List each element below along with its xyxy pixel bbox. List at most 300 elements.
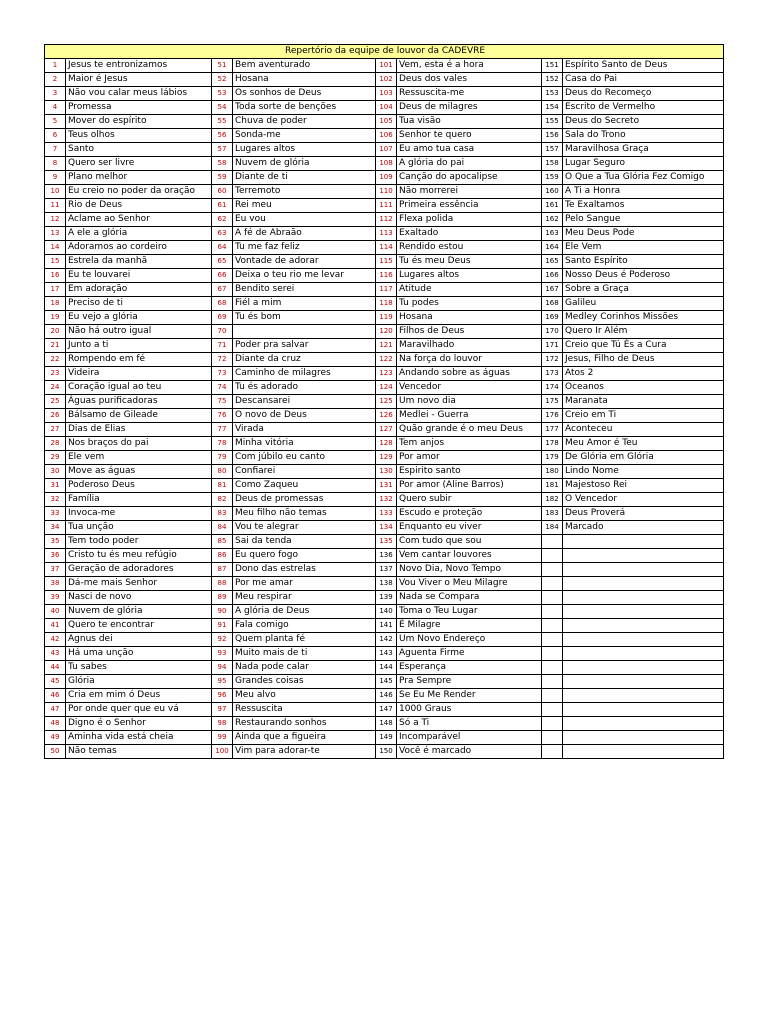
song-title: Poder pra salvar [233,339,376,353]
song-number: 15 [45,255,66,269]
song-number: 75 [212,395,233,409]
song-title [563,745,724,759]
song-title [563,647,724,661]
song-title: Tu és adorado [233,381,376,395]
song-number: 131 [376,479,397,493]
song-title: Primeira essência [397,199,542,213]
song-title: Família [66,493,212,507]
song-title: Oceanos [563,381,724,395]
song-number: 83 [212,507,233,521]
table-row [45,395,724,409]
table-row [45,129,724,143]
song-number: 132 [376,493,397,507]
song-title: Aclame ao Senhor [66,213,212,227]
song-number: 156 [542,129,563,143]
song-number: 163 [542,227,563,241]
song-title: Tua visão [397,115,542,129]
song-title: Medley Corinhos Missões [563,311,724,325]
song-number: 102 [376,73,397,87]
song-number [542,619,563,633]
song-number: 66 [212,269,233,283]
song-title: Hosana [397,311,542,325]
song-title: Vencedor [397,381,542,395]
song-number: 108 [376,157,397,171]
song-title: Majestoso Rei [563,479,724,493]
song-title: Um novo dia [397,395,542,409]
song-title: Bem aventurado [233,59,376,73]
song-title: Pra Sempre [397,675,542,689]
table-row [45,73,724,87]
song-number: 2 [45,73,66,87]
song-title: A glória de Deus [233,605,376,619]
song-number: 34 [45,521,66,535]
song-number: 12 [45,213,66,227]
table-row [45,745,724,759]
song-title: Lugares altos [397,269,542,283]
table-row [45,563,724,577]
table-row [45,269,724,283]
table-row [45,633,724,647]
table-row [45,479,724,493]
song-title: Creio em Ti [563,409,724,423]
song-number: 150 [376,745,397,759]
song-title: Sonda-me [233,129,376,143]
song-title [563,633,724,647]
song-number: 71 [212,339,233,353]
song-number: 18 [45,297,66,311]
song-number: 77 [212,423,233,437]
song-number: 90 [212,605,233,619]
song-title: Eu vejo a glória [66,311,212,325]
song-title: Rio de Deus [66,199,212,213]
song-title: Grandes coisas [233,675,376,689]
song-title: Deus dos vales [397,73,542,87]
song-number: 125 [376,395,397,409]
song-number: 20 [45,325,66,339]
song-title: Chuva de poder [233,115,376,129]
song-number: 32 [45,493,66,507]
song-title: É Milagre [397,619,542,633]
song-title [563,731,724,745]
song-number [542,703,563,717]
song-number: 182 [542,493,563,507]
song-number: 51 [212,59,233,73]
song-number [542,731,563,745]
song-title: Diante da cruz [233,353,376,367]
song-title: Poderoso Deus [66,479,212,493]
song-title: A glória do pai [397,157,542,171]
song-number: 101 [376,59,397,73]
song-title: Te Exaltamos [563,199,724,213]
song-title: Você é marcado [397,745,542,759]
song-number: 183 [542,507,563,521]
song-number: 7 [45,143,66,157]
song-title: Santo [66,143,212,157]
song-title: Por me amar [233,577,376,591]
song-title: Espírito Santo de Deus [563,59,724,73]
song-title: Nos braços do pai [66,437,212,451]
song-number: 47 [45,703,66,717]
table-row [45,353,724,367]
song-number: 46 [45,689,66,703]
song-number: 10 [45,185,66,199]
song-number: 169 [542,311,563,325]
song-title: Por amor [397,451,542,465]
song-title: Maravilhado [397,339,542,353]
song-number: 123 [376,367,397,381]
song-number: 55 [212,115,233,129]
song-number: 72 [212,353,233,367]
song-title: A fé de Abraão [233,227,376,241]
song-title: A Ti a Honra [563,185,724,199]
song-number: 103 [376,87,397,101]
song-number: 148 [376,717,397,731]
song-number: 78 [212,437,233,451]
song-number: 48 [45,717,66,731]
song-number: 81 [212,479,233,493]
song-number: 116 [376,269,397,283]
song-title: Fala comigo [233,619,376,633]
song-number: 68 [212,297,233,311]
song-number [542,633,563,647]
song-title: Quero subir [397,493,542,507]
song-title: Na força do louvor [397,353,542,367]
song-number: 88 [212,577,233,591]
song-number: 16 [45,269,66,283]
song-number: 63 [212,227,233,241]
song-number: 23 [45,367,66,381]
song-title: Videira [66,367,212,381]
song-title: Nuvem de glória [233,157,376,171]
song-title: Nasci de novo [66,591,212,605]
song-number: 176 [542,409,563,423]
song-number: 115 [376,255,397,269]
song-title: O Que a Tua Glória Fez Comigo [563,171,724,185]
song-number: 49 [45,731,66,745]
table-row [45,493,724,507]
song-title: Maior é Jesus [66,73,212,87]
song-number: 180 [542,465,563,479]
song-number: 76 [212,409,233,423]
song-number: 175 [542,395,563,409]
table-row [45,717,724,731]
song-title: Preciso de ti [66,297,212,311]
song-title: Eu quero fogo [233,549,376,563]
table-row [45,59,724,73]
song-title: Dias de Elias [66,423,212,437]
song-title [563,661,724,675]
song-title: Vem, esta é a hora [397,59,542,73]
song-title: Virada [233,423,376,437]
song-number: 122 [376,353,397,367]
song-number: 100 [212,745,233,759]
song-title: Dá-me mais Senhor [66,577,212,591]
song-number: 37 [45,563,66,577]
song-title: Tu és bom [233,311,376,325]
song-title: Há uma unção [66,647,212,661]
song-number: 137 [376,563,397,577]
table-row [45,605,724,619]
song-title: Deus do Recomeço [563,87,724,101]
song-title: Por amor (Aline Barros) [397,479,542,493]
song-title: Cria em mim ó Deus [66,689,212,703]
song-title: Terremoto [233,185,376,199]
song-number: 6 [45,129,66,143]
song-number: 159 [542,171,563,185]
song-number: 128 [376,437,397,451]
song-title: Adoramos ao cordeiro [66,241,212,255]
song-number: 105 [376,115,397,129]
song-number: 82 [212,493,233,507]
song-title [563,619,724,633]
song-number: 57 [212,143,233,157]
song-title: Meu Deus Pode [563,227,724,241]
song-title: Lugares altos [233,143,376,157]
song-number: 171 [542,339,563,353]
song-number: 97 [212,703,233,717]
song-title: Nuvem de glória [66,605,212,619]
song-number: 59 [212,171,233,185]
song-title: Escudo e proteção [397,507,542,521]
song-number: 144 [376,661,397,675]
song-title: Invoca-me [66,507,212,521]
song-title: Minha vitória [233,437,376,451]
song-title: Nosso Deus é Poderoso [563,269,724,283]
song-title: Um Novo Endereço [397,633,542,647]
song-title: Águas purificadoras [66,395,212,409]
song-number: 41 [45,619,66,633]
table-row [45,591,724,605]
song-title: Vou Viver o Meu Milagre [397,577,542,591]
table-row [45,437,724,451]
song-title: Deus de milagres [397,101,542,115]
song-title: Santo Espírito [563,255,724,269]
song-title: Tem anjos [397,437,542,451]
song-number: 149 [376,731,397,745]
song-title: Digno é o Senhor [66,717,212,731]
song-title: Não vou calar meus lábios [66,87,212,101]
song-title: Teus olhos [66,129,212,143]
song-number: 64 [212,241,233,255]
song-number [542,745,563,759]
song-title: Casa do Pai [563,73,724,87]
table-row [45,143,724,157]
table-row [45,689,724,703]
song-title: Deixa o teu rio me levar [233,269,376,283]
song-number: 26 [45,409,66,423]
song-title: Ressuscita-me [397,87,542,101]
song-title: Rendido estou [397,241,542,255]
song-title: Aminha vida está cheia [66,731,212,745]
song-title: Nada se Compara [397,591,542,605]
table-row [45,325,724,339]
song-title: Ele vem [66,451,212,465]
song-title: Esperança [397,661,542,675]
song-title: Incomparável [397,731,542,745]
song-number: 35 [45,535,66,549]
song-title: Diante de ti [233,171,376,185]
song-number: 129 [376,451,397,465]
song-number: 21 [45,339,66,353]
song-number: 117 [376,283,397,297]
song-title: Enquanto eu viver [397,521,542,535]
song-number: 33 [45,507,66,521]
song-title: Junto a ti [66,339,212,353]
song-number: 29 [45,451,66,465]
song-number: 96 [212,689,233,703]
song-title: Em adoração [66,283,212,297]
song-number: 40 [45,605,66,619]
song-number: 124 [376,381,397,395]
song-title: Promessa [66,101,212,115]
song-number: 107 [376,143,397,157]
song-title: Glória [66,675,212,689]
song-title: Meu respirar [233,591,376,605]
song-number: 146 [376,689,397,703]
song-number: 172 [542,353,563,367]
table-row [45,241,724,255]
song-number: 89 [212,591,233,605]
song-number: 168 [542,297,563,311]
song-title: Tu me faz feliz [233,241,376,255]
song-number: 127 [376,423,397,437]
song-number: 74 [212,381,233,395]
song-title: Novo Dia, Novo Tempo [397,563,542,577]
song-title [563,717,724,731]
song-title: Atos 2 [563,367,724,381]
song-title: Nada pode calar [233,661,376,675]
song-number: 120 [376,325,397,339]
song-number: 39 [45,591,66,605]
song-number: 114 [376,241,397,255]
table-row [45,381,724,395]
song-number: 11 [45,199,66,213]
song-number: 84 [212,521,233,535]
song-number: 136 [376,549,397,563]
song-title [563,549,724,563]
song-title [563,535,724,549]
song-number: 22 [45,353,66,367]
song-number: 165 [542,255,563,269]
table-row [45,227,724,241]
table-row [45,703,724,717]
song-title: Tu podes [397,297,542,311]
song-title: Quero Ir Além [563,325,724,339]
table-row [45,367,724,381]
song-title: De Glória em Glória [563,451,724,465]
song-title: Quem planta fé [233,633,376,647]
song-title: Jesus te entronizamos [66,59,212,73]
song-title: Maranata [563,395,724,409]
song-number: 80 [212,465,233,479]
song-number: 87 [212,563,233,577]
song-number: 56 [212,129,233,143]
song-number: 145 [376,675,397,689]
song-number: 9 [45,171,66,185]
song-number: 113 [376,227,397,241]
song-number: 30 [45,465,66,479]
song-title: Ainda que a figueira [233,731,376,745]
song-number: 179 [542,451,563,465]
song-number: 69 [212,311,233,325]
song-title: Se Eu Me Render [397,689,542,703]
song-number: 109 [376,171,397,185]
song-number: 79 [212,451,233,465]
song-number: 17 [45,283,66,297]
song-number: 13 [45,227,66,241]
song-number: 73 [212,367,233,381]
song-number: 67 [212,283,233,297]
song-number: 142 [376,633,397,647]
song-title: 1000 Graus [397,703,542,717]
song-number: 104 [376,101,397,115]
song-title: Marcado [563,521,724,535]
song-title: Descansarei [233,395,376,409]
song-number: 164 [542,241,563,255]
song-title [563,577,724,591]
song-number: 85 [212,535,233,549]
song-number: 154 [542,101,563,115]
song-title: Ressuscita [233,703,376,717]
song-number: 181 [542,479,563,493]
sheet-title: Repertório da equipe de louvor da CADEVRE [45,45,724,59]
song-number: 141 [376,619,397,633]
song-title: Meu Amor é Teu [563,437,724,451]
song-number: 98 [212,717,233,731]
song-title: Atitude [397,283,542,297]
table-row [45,465,724,479]
song-title: Maravilhosa Graça [563,143,724,157]
song-title: Creio que Tú És a Cura [563,339,724,353]
song-number: 157 [542,143,563,157]
song-number: 65 [212,255,233,269]
song-number: 86 [212,549,233,563]
song-title: Galileu [563,297,724,311]
song-number: 44 [45,661,66,675]
song-title: Vontade de adorar [233,255,376,269]
song-title: Deus Proverá [563,507,724,521]
table-row [45,409,724,423]
song-title: Move as águas [66,465,212,479]
song-title: Flexa polida [397,213,542,227]
song-title: Confiarei [233,465,376,479]
song-number: 153 [542,87,563,101]
song-title: Pelo Sangue [563,213,724,227]
song-title: Caminho de milagres [233,367,376,381]
song-number [542,591,563,605]
table-row [45,521,724,535]
song-number: 93 [212,647,233,661]
song-number: 14 [45,241,66,255]
song-title: Mover do espírito [66,115,212,129]
song-number: 1 [45,59,66,73]
song-title: A ele a glória [66,227,212,241]
song-title [563,689,724,703]
table-row [45,185,724,199]
song-title: Lindo Nome [563,465,724,479]
song-number: 162 [542,213,563,227]
table-row [45,157,724,171]
song-number [542,717,563,731]
song-title: Só a Ti [397,717,542,731]
song-number [542,689,563,703]
song-title: Não há outro igual [66,325,212,339]
song-title: Eu te louvarei [66,269,212,283]
song-title: Sobre a Graça [563,283,724,297]
song-title: Tu és meu Deus [397,255,542,269]
song-title: Tu sabes [66,661,212,675]
song-number: 27 [45,423,66,437]
